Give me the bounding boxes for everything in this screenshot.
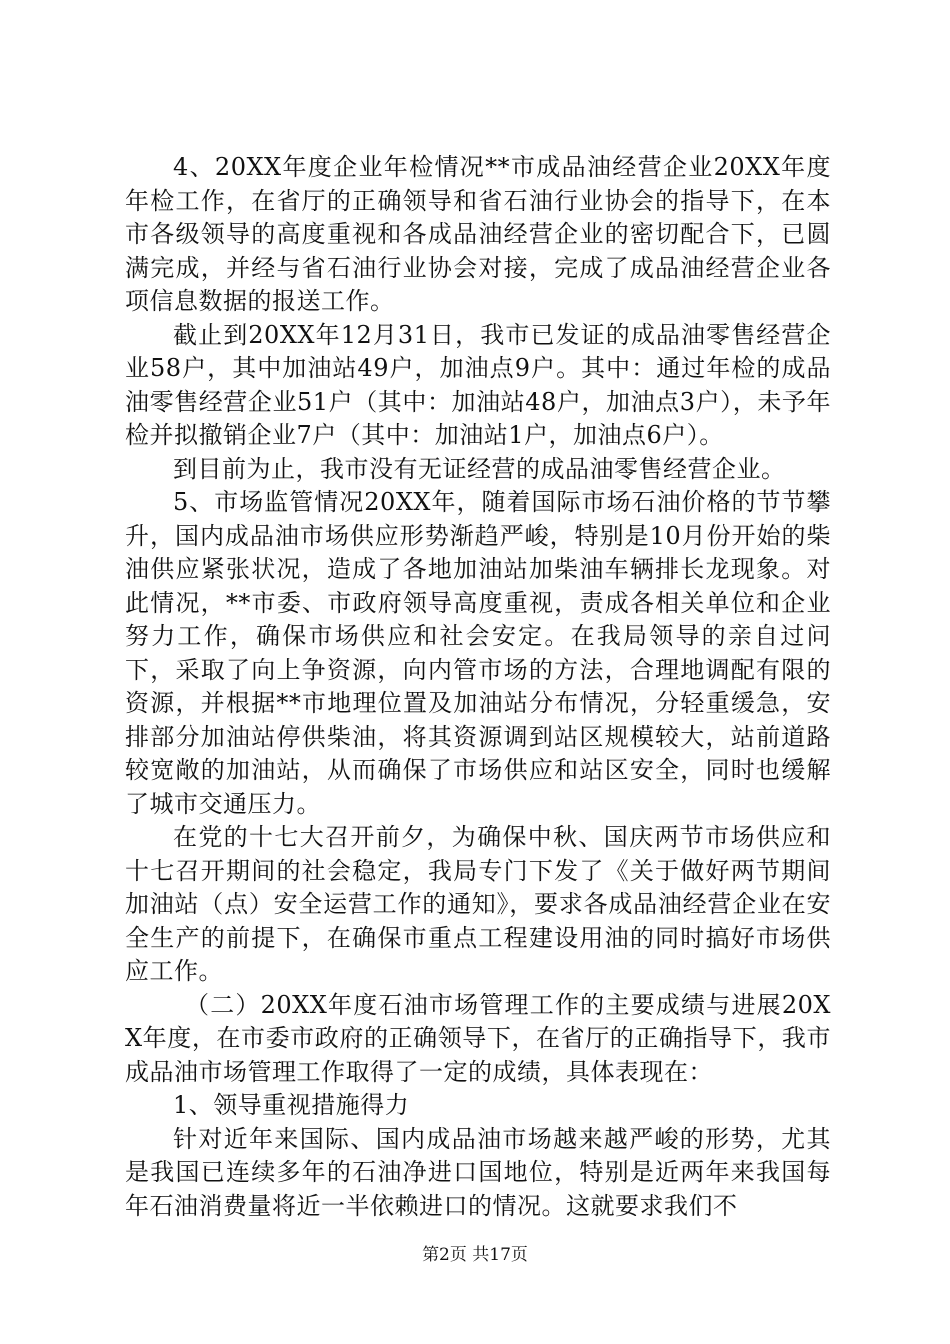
- paragraph-section-achievements: （二）20XX年度石油市场管理工作的主要成绩与进展20XX年度，在市委市政府的正确领导下，在省厅的正确指导下，我市成品油市场管理工作取得了一定的成绩，具体表现在：: [125, 990, 831, 1086]
- document-body: [125, 151, 831, 1223]
- paragraph-annual-inspection: 4、20XX年度企业年检情况**市成品油经营企业20XX年度年检工作，在省厅的正确领导和省石油行业协会的指导下，在本市各级领导的高度重视和各成品油经营企业的密切配合下，已圆满完成，并经与省石油行业协会对接，完成了成品油经营企业各项信息数据的报送工作。: [125, 153, 831, 315]
- paragraph-holiday-supply: 在党的十七大召开前夕，为确保中秋、国庆两节市场供应和十七召开期间的社会稳定，我局专门下发了《关于做好两节期间加油站（点）安全运营工作的通知》，要求各成品油经营企业在安全生产的前提下，在确保市重点工程建设用油的同时搞好市场供应工作。: [125, 823, 831, 985]
- page-number-footer: 第2页 共17页: [422, 1245, 528, 1265]
- paragraph-market-supervision: 5、市场监管情况20XX年，随着国际市场石油价格的节节攀升，国内成品油市场供应形势渐趋严峻，特别是10月份开始的柴油供应紧张状况，造成了各地加油站加柴油车辆排长龙现象。对此情况，**市委、市政府领导高度重视，责成各相关单位和企业努力工作，确保市场供应和社会安定。在我局领导的亲自过问下，采取了向上争资源，向内管市场的方法，合理地调配有限的资源，并根据**市地理位置及加油站分布情况，分轻重缓急，安排部分加油站停供柴油，将其资源调到站区规模较大，站前道路较宽敞的加油站，从而确保了市场供应和站区安全，同时也缓解了城市交通压力。: [125, 488, 831, 818]
- paragraph-no-unlicensed: 到目前为止，我市没有无证经营的成品油零售经营企业。: [173, 454, 786, 483]
- paragraph-market-situation: 针对近年来国际、国内成品油市场越来越严峻的形势，尤其是我国已连续多年的石油净进口国地位，特别是近两年来我国每年石油消费量将近一半依赖进口的情况。这就要求我们不: [125, 1124, 831, 1220]
- paragraph-subheading-leadership: 1、领导重视措施得力: [173, 1091, 410, 1119]
- paragraph-license-statistics: 截止到20XX年12月31日，我市已发证的成品油零售经营企业58户，其中加油站49户，加油点9户。其中：通过年检的成品油零售经营企业51户（其中：加油站48户，加油点3户），未予年检并拟撤销企业7户（其中：加油站1户，加油点6户）。: [125, 320, 831, 449]
